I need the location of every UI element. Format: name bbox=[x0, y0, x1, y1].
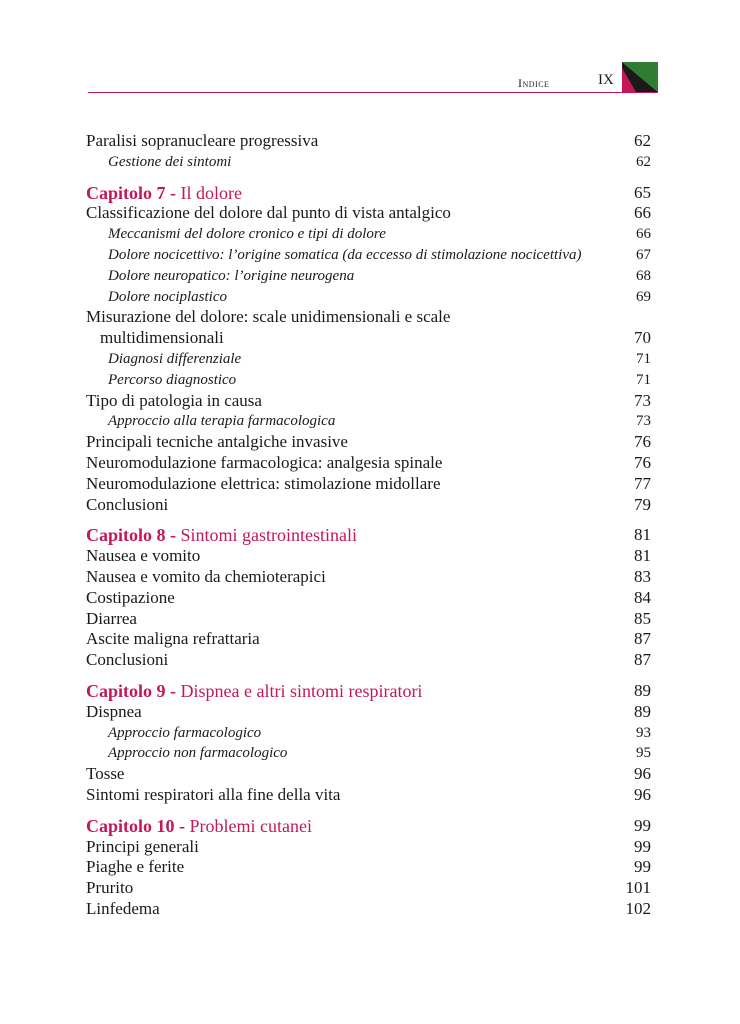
toc-entry bbox=[86, 878, 651, 899]
toc-entry bbox=[86, 328, 651, 349]
toc-chapter-heading bbox=[86, 525, 651, 546]
toc-title: Principali tecniche antalgiche invasive bbox=[86, 432, 348, 452]
toc-title: Nausea e vomito bbox=[86, 546, 201, 566]
toc-title: Costipazione bbox=[86, 587, 175, 607]
chapter-title: Dispnea e altri sintomi respiratori bbox=[180, 680, 423, 701]
toc-page-number: 66 bbox=[634, 203, 651, 223]
toc-page-number: 95 bbox=[636, 745, 651, 762]
toc-entry bbox=[86, 899, 651, 920]
toc-page-number: 62 bbox=[636, 153, 651, 170]
chapter-number: Capitolo 9 - bbox=[86, 680, 176, 701]
toc-title: Linfedema bbox=[86, 898, 160, 918]
toc-subentry bbox=[86, 245, 651, 266]
chapter-title: Il dolore bbox=[180, 182, 242, 203]
chapter-title: Problemi cutanei bbox=[189, 815, 312, 836]
toc-chapter-heading bbox=[86, 816, 651, 837]
toc-page-number: 89 bbox=[634, 680, 651, 700]
toc-entry bbox=[86, 391, 651, 412]
toc-entry bbox=[86, 203, 651, 224]
toc-subentry bbox=[86, 723, 651, 744]
toc-chapter-heading bbox=[86, 183, 651, 204]
toc-title: Tipo di patologia in causa bbox=[86, 390, 262, 410]
toc-title: Principi generali bbox=[86, 836, 199, 856]
toc-title: Paralisi sopranucleare progressiva bbox=[86, 131, 319, 150]
toc-title: Percorso diagnostico bbox=[108, 371, 237, 388]
toc-entry bbox=[86, 495, 651, 516]
toc-page-number: 71 bbox=[636, 371, 651, 388]
toc-title: Dolore neuropatico: l’origine neurogena bbox=[108, 267, 355, 284]
toc-page-number: 93 bbox=[636, 724, 651, 741]
toc-title: Dispnea bbox=[86, 701, 142, 721]
toc-title: Nausea e vomito da chemioterapici bbox=[86, 566, 326, 586]
chapter-title: Sintomi gastrointestinali bbox=[180, 525, 357, 546]
toc-page-number: 76 bbox=[634, 432, 651, 452]
running-head: Indice bbox=[518, 76, 550, 90]
toc-title: Ascite maligna refrattaria bbox=[86, 629, 260, 649]
toc-title: Sintomi respiratori alla fine della vita bbox=[86, 784, 341, 804]
chapter-number: Capitolo 8 - bbox=[86, 525, 176, 546]
toc-page-number: 69 bbox=[636, 288, 651, 305]
toc-title bbox=[86, 183, 242, 204]
chapter-gap bbox=[86, 806, 651, 816]
header-rule bbox=[88, 92, 658, 93]
toc-entry bbox=[86, 650, 651, 671]
toc-page-number: 102 bbox=[625, 898, 651, 918]
toc-page-number: 81 bbox=[634, 525, 651, 545]
chapter-gap bbox=[86, 173, 651, 183]
toc-entry bbox=[86, 546, 651, 567]
toc-page-number: 99 bbox=[634, 857, 651, 877]
toc-entry bbox=[86, 785, 651, 806]
toc-entry bbox=[86, 307, 651, 328]
table-of-contents bbox=[86, 131, 651, 920]
toc-entry bbox=[86, 837, 651, 858]
toc-title: Misurazione del dolore: scale unidimensionali e scale bbox=[86, 307, 451, 327]
toc-subentry bbox=[86, 349, 651, 370]
toc-page-number: 65 bbox=[634, 182, 651, 202]
toc-title: Neuromodulazione elettrica: stimolazione midollare bbox=[86, 473, 441, 493]
toc-title: Gestione dei sintomi bbox=[108, 153, 232, 170]
toc-page-number: 70 bbox=[634, 328, 651, 348]
toc-page-number: 67 bbox=[636, 246, 651, 263]
toc-entry bbox=[86, 857, 651, 878]
toc-subentry bbox=[86, 266, 651, 287]
toc-entry bbox=[86, 702, 651, 723]
toc-title: Classificazione del dolore dal punto di vista antalgico bbox=[86, 203, 451, 223]
toc-entry bbox=[86, 474, 651, 495]
toc-page-number: 76 bbox=[634, 452, 651, 472]
toc-page-number: 87 bbox=[634, 650, 651, 670]
toc-entry bbox=[86, 432, 651, 453]
toc-page-number: 81 bbox=[634, 546, 651, 566]
toc-title: Piaghe e ferite bbox=[86, 857, 185, 877]
toc-title: Meccanismi del dolore cronico e tipi di dolore bbox=[108, 226, 386, 243]
chapter-number: Capitolo 7 - bbox=[86, 182, 176, 203]
toc-page-number: 73 bbox=[636, 413, 651, 430]
toc-entry bbox=[86, 567, 651, 588]
toc-entry bbox=[86, 588, 651, 609]
toc-title: Tosse bbox=[86, 764, 125, 784]
toc-subentry bbox=[86, 370, 651, 391]
toc-page-number: 73 bbox=[634, 390, 651, 410]
toc-page-number: 99 bbox=[634, 815, 651, 835]
toc-page-number: 68 bbox=[636, 267, 651, 284]
toc-title: Conclusioni bbox=[86, 494, 169, 514]
toc-entry bbox=[86, 764, 651, 785]
chapter-gap bbox=[86, 671, 651, 681]
toc-page-number: 101 bbox=[625, 878, 651, 898]
toc-page-number: 83 bbox=[634, 566, 651, 586]
toc-page-number: 89 bbox=[634, 701, 651, 721]
toc-title: Dolore nocicettivo: l’origine somatica (da eccesso di stimolazione nocicettiva) bbox=[108, 246, 582, 263]
toc-title: Conclusioni bbox=[86, 650, 169, 670]
page-number: IX bbox=[598, 72, 614, 88]
toc-subentry bbox=[86, 152, 651, 173]
toc-title: Dolore nociplastico bbox=[108, 288, 228, 305]
toc-page-number: 62 bbox=[634, 131, 651, 150]
page-header bbox=[0, 0, 740, 100]
toc-subentry bbox=[86, 743, 651, 764]
toc-subentry bbox=[86, 287, 651, 308]
toc-title: Prurito bbox=[86, 878, 134, 898]
toc-title: Approccio farmacologico bbox=[108, 724, 262, 741]
toc-entry bbox=[86, 453, 651, 474]
publisher-logo-icon bbox=[622, 62, 658, 92]
toc-title: Approccio non farmacologico bbox=[108, 745, 288, 762]
chapter-gap bbox=[86, 515, 651, 525]
chapter-number: Capitolo 10 - bbox=[86, 815, 185, 836]
toc-title bbox=[86, 681, 422, 702]
toc-page-number: 85 bbox=[634, 608, 651, 628]
toc-title: multidimensionali bbox=[100, 328, 224, 348]
toc-title bbox=[86, 525, 357, 546]
toc-page-number: 96 bbox=[634, 784, 651, 804]
toc-page-number: 77 bbox=[634, 473, 651, 493]
toc-subentry bbox=[86, 224, 651, 245]
toc-page-number: 96 bbox=[634, 764, 651, 784]
toc-title: Diagnosi differenziale bbox=[108, 350, 242, 367]
toc-page-number: 99 bbox=[634, 836, 651, 856]
toc-title bbox=[86, 816, 312, 837]
toc-title: Neuromodulazione farmacologica: analgesia spinale bbox=[86, 452, 443, 472]
toc-entry bbox=[86, 609, 651, 630]
toc-title: Approccio alla terapia farmacologica bbox=[108, 413, 336, 430]
toc-page-number: 87 bbox=[634, 629, 651, 649]
toc-page-number: 66 bbox=[636, 226, 651, 243]
toc-subentry bbox=[86, 411, 651, 432]
toc-chapter-heading bbox=[86, 681, 651, 702]
toc-entry bbox=[86, 131, 651, 152]
toc-title: Diarrea bbox=[86, 608, 137, 628]
toc-page-number: 71 bbox=[636, 350, 651, 367]
toc-entry bbox=[86, 629, 651, 650]
toc-page-number: 79 bbox=[634, 494, 651, 514]
toc-page-number: 84 bbox=[634, 587, 651, 607]
